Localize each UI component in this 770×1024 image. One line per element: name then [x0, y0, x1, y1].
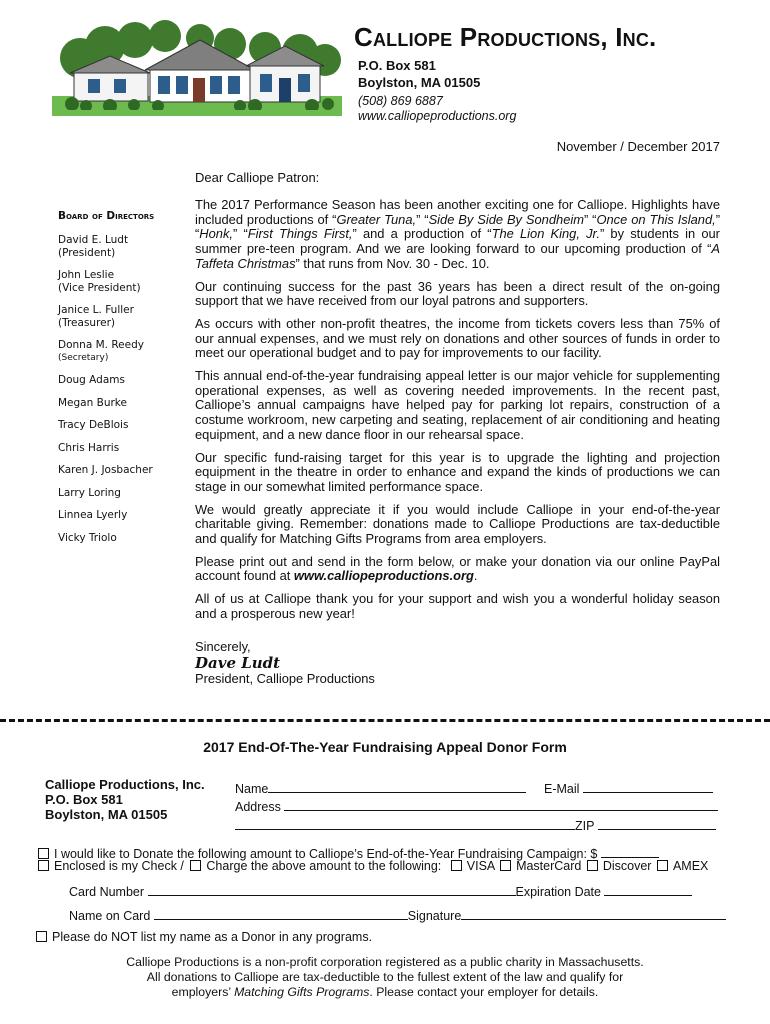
- board-member-name: David E. Ludt: [58, 234, 129, 246]
- city-state-zip: Boylston, MA 01505: [358, 75, 481, 90]
- board-member: [58, 397, 190, 410]
- letter-body: [195, 198, 720, 687]
- discover-checkbox[interactable]: [587, 860, 598, 871]
- letter-paragraph: Please print out and send in the form below, or make your donation via our online PayPal account found at www.calliopeproductions.org.: [195, 553, 720, 584]
- board-member-name: Linnea Lyerly: [58, 509, 128, 521]
- board-member-name: Donna M. Reedy: [58, 339, 144, 351]
- board-member-role: (President): [58, 246, 116, 259]
- board-member-role: (Vice President): [58, 281, 141, 294]
- footer-note: [0, 955, 770, 1000]
- org-name: Calliope Productions, Inc.: [354, 22, 657, 52]
- board-member-name: Chris Harris: [58, 441, 120, 454]
- form-org-name: Calliope Productions, Inc.: [45, 777, 205, 792]
- phone: (508) 869 6887: [358, 94, 443, 108]
- zip-field[interactable]: ZIP: [235, 817, 716, 833]
- board-member: [58, 442, 190, 455]
- board-member-list: [58, 234, 190, 544]
- card-number-field[interactable]: Card Number Expiration Date: [69, 883, 692, 899]
- form-title: 2017 End-Of-The-Year Fundraising Appeal Donor Form: [203, 739, 567, 755]
- donate-amount-row[interactable]: I would like to Donate the following amount to Calliope’s End-of-the-Year Fundraising Campaign: $: [38, 845, 659, 861]
- form-po-box: P.O. Box 581: [45, 792, 123, 807]
- footer-line: employers’ Matching Gifts Programs. Please contact your employer for details.: [171, 985, 599, 999]
- letter-paragraph: The 2017 Performance Season has been another exciting one for Calliope. Highlights have included productions of “Greater Tuna,” “Side By Side By Sondheim” “Once on This Island,” “Honk,” “First Things First,” and a production of “The Lion King, Jr.” by students in our summer pre-teen program. And we are looking forward to our upcoming production of “A Taffeta Christmas” that runs from Nov. 30 - Dec. 10.: [195, 197, 720, 271]
- check-enclosed-checkbox[interactable]: [38, 860, 49, 871]
- footer-line: Calliope Productions is a non-profit corporation registered as a public charity in Massachusetts.: [126, 955, 644, 969]
- board-member-name: Megan Burke: [58, 396, 127, 409]
- address-field[interactable]: Address: [235, 798, 718, 814]
- board-of-directors: [58, 210, 190, 554]
- visa-checkbox[interactable]: [451, 860, 462, 871]
- cut-line: [0, 719, 770, 722]
- board-member: [58, 464, 190, 477]
- website[interactable]: www.calliopeproductions.org: [358, 109, 517, 123]
- board-member: [58, 304, 190, 329]
- closing: Sincerely,: [195, 638, 251, 654]
- po-box: P.O. Box 581: [358, 58, 436, 73]
- donate-checkbox[interactable]: [38, 848, 49, 859]
- letter-paragraph: All of us at Calliope thank you for your support and wish you a wonderful holiday season and a prosperous new year!: [195, 591, 720, 621]
- board-member-name: Vicky Triolo: [58, 531, 117, 544]
- board-member: [58, 234, 190, 259]
- charge-card-checkbox[interactable]: [190, 860, 201, 871]
- board-member-name: Karen J. Josbacher: [58, 464, 153, 476]
- letter-paragraph: Our specific fund-raising target for this year is to upgrade the lighting and projection equipment in the theatre in order to enhance and expand the kinds of productions we can stage in our somewhat limited performance space.: [195, 449, 720, 494]
- letter-paragraph: As occurs with other non-profit theatres, the income from tickets covers less than 75% of our annual expenses, and we must rely on donations and other sources of funds in order to meet our operational budget and to pay for improvements to our facility.: [195, 315, 720, 361]
- signature: Dave Ludt: [195, 654, 281, 673]
- org-address: [358, 57, 480, 91]
- salutation: Dear Calliope Patron:: [195, 170, 320, 185]
- letter-date: November / December 2017: [556, 139, 720, 154]
- form-org-address: [45, 777, 205, 822]
- board-member: [58, 532, 190, 545]
- board-member-name: Larry Loring: [58, 486, 121, 499]
- board-member-name: Janice L. Fuller: [58, 304, 134, 316]
- footer-line: All donations to Calliope are tax-deductible to the fullest extent of the law and qualify for: [146, 970, 624, 984]
- no-list-row[interactable]: Please do NOT list my name as a Donor in any programs.: [36, 930, 372, 944]
- board-member: [58, 374, 190, 387]
- amex-checkbox[interactable]: [657, 860, 668, 871]
- org-contact: [358, 94, 516, 124]
- board-title: Board of Directors: [58, 210, 155, 222]
- house-illustration: [50, 18, 345, 118]
- name-field[interactable]: Name: [235, 780, 526, 796]
- payment-method-row: Enclosed is my Check / Charge the above amount to the following: VISA MasterCard Discover AMEX: [38, 859, 708, 873]
- board-member: [58, 419, 190, 432]
- board-member-role: (Treasurer): [58, 316, 116, 329]
- board-member-role: (Secretary): [58, 352, 109, 363]
- board-member: [58, 487, 190, 500]
- board-member: [58, 269, 190, 294]
- website-link[interactable]: www.calliopeproductions.org: [293, 568, 474, 584]
- letter-paragraph: We would greatly appreciate it if you would include Calliope in your end-of-the-year charitable giving. Remember: donations made to Calliope Productions are tax-deductible and qualify for Matching Gifts Programs from area employers.: [195, 501, 720, 547]
- letter-paragraph: This annual end-of-the-year fundraising appeal letter is our major vehicle for supplementing operational expenses, as well as covering needed improvements. In the recent past, Calliope’s annual campaigns have helped pay for parking lot repairs, construction of a costume workroom, new carpeting and seating, replacement of air conditioning and heating equipment, and a new dance floor in our rehearsal space.: [195, 368, 720, 442]
- board-member-name: Doug Adams: [58, 374, 125, 386]
- signer-title: President, Calliope Productions: [195, 670, 375, 686]
- board-member-name: John Leslie: [58, 269, 115, 281]
- letter-paragraph: Our continuing success for the past 36 years has been a direct result of the on-going support that we have received from our loyal patrons and supporters.: [195, 278, 720, 309]
- mastercard-checkbox[interactable]: [500, 860, 511, 871]
- form-city-state-zip: Boylston, MA 01505: [45, 807, 168, 822]
- name-on-card-field[interactable]: Name on Card Signature: [69, 907, 726, 923]
- board-member: [58, 339, 190, 364]
- email-field[interactable]: E-Mail: [544, 780, 713, 796]
- no-list-checkbox[interactable]: [36, 931, 47, 942]
- board-member-name: Tracy DeBlois: [58, 419, 129, 431]
- board-member: [58, 509, 190, 522]
